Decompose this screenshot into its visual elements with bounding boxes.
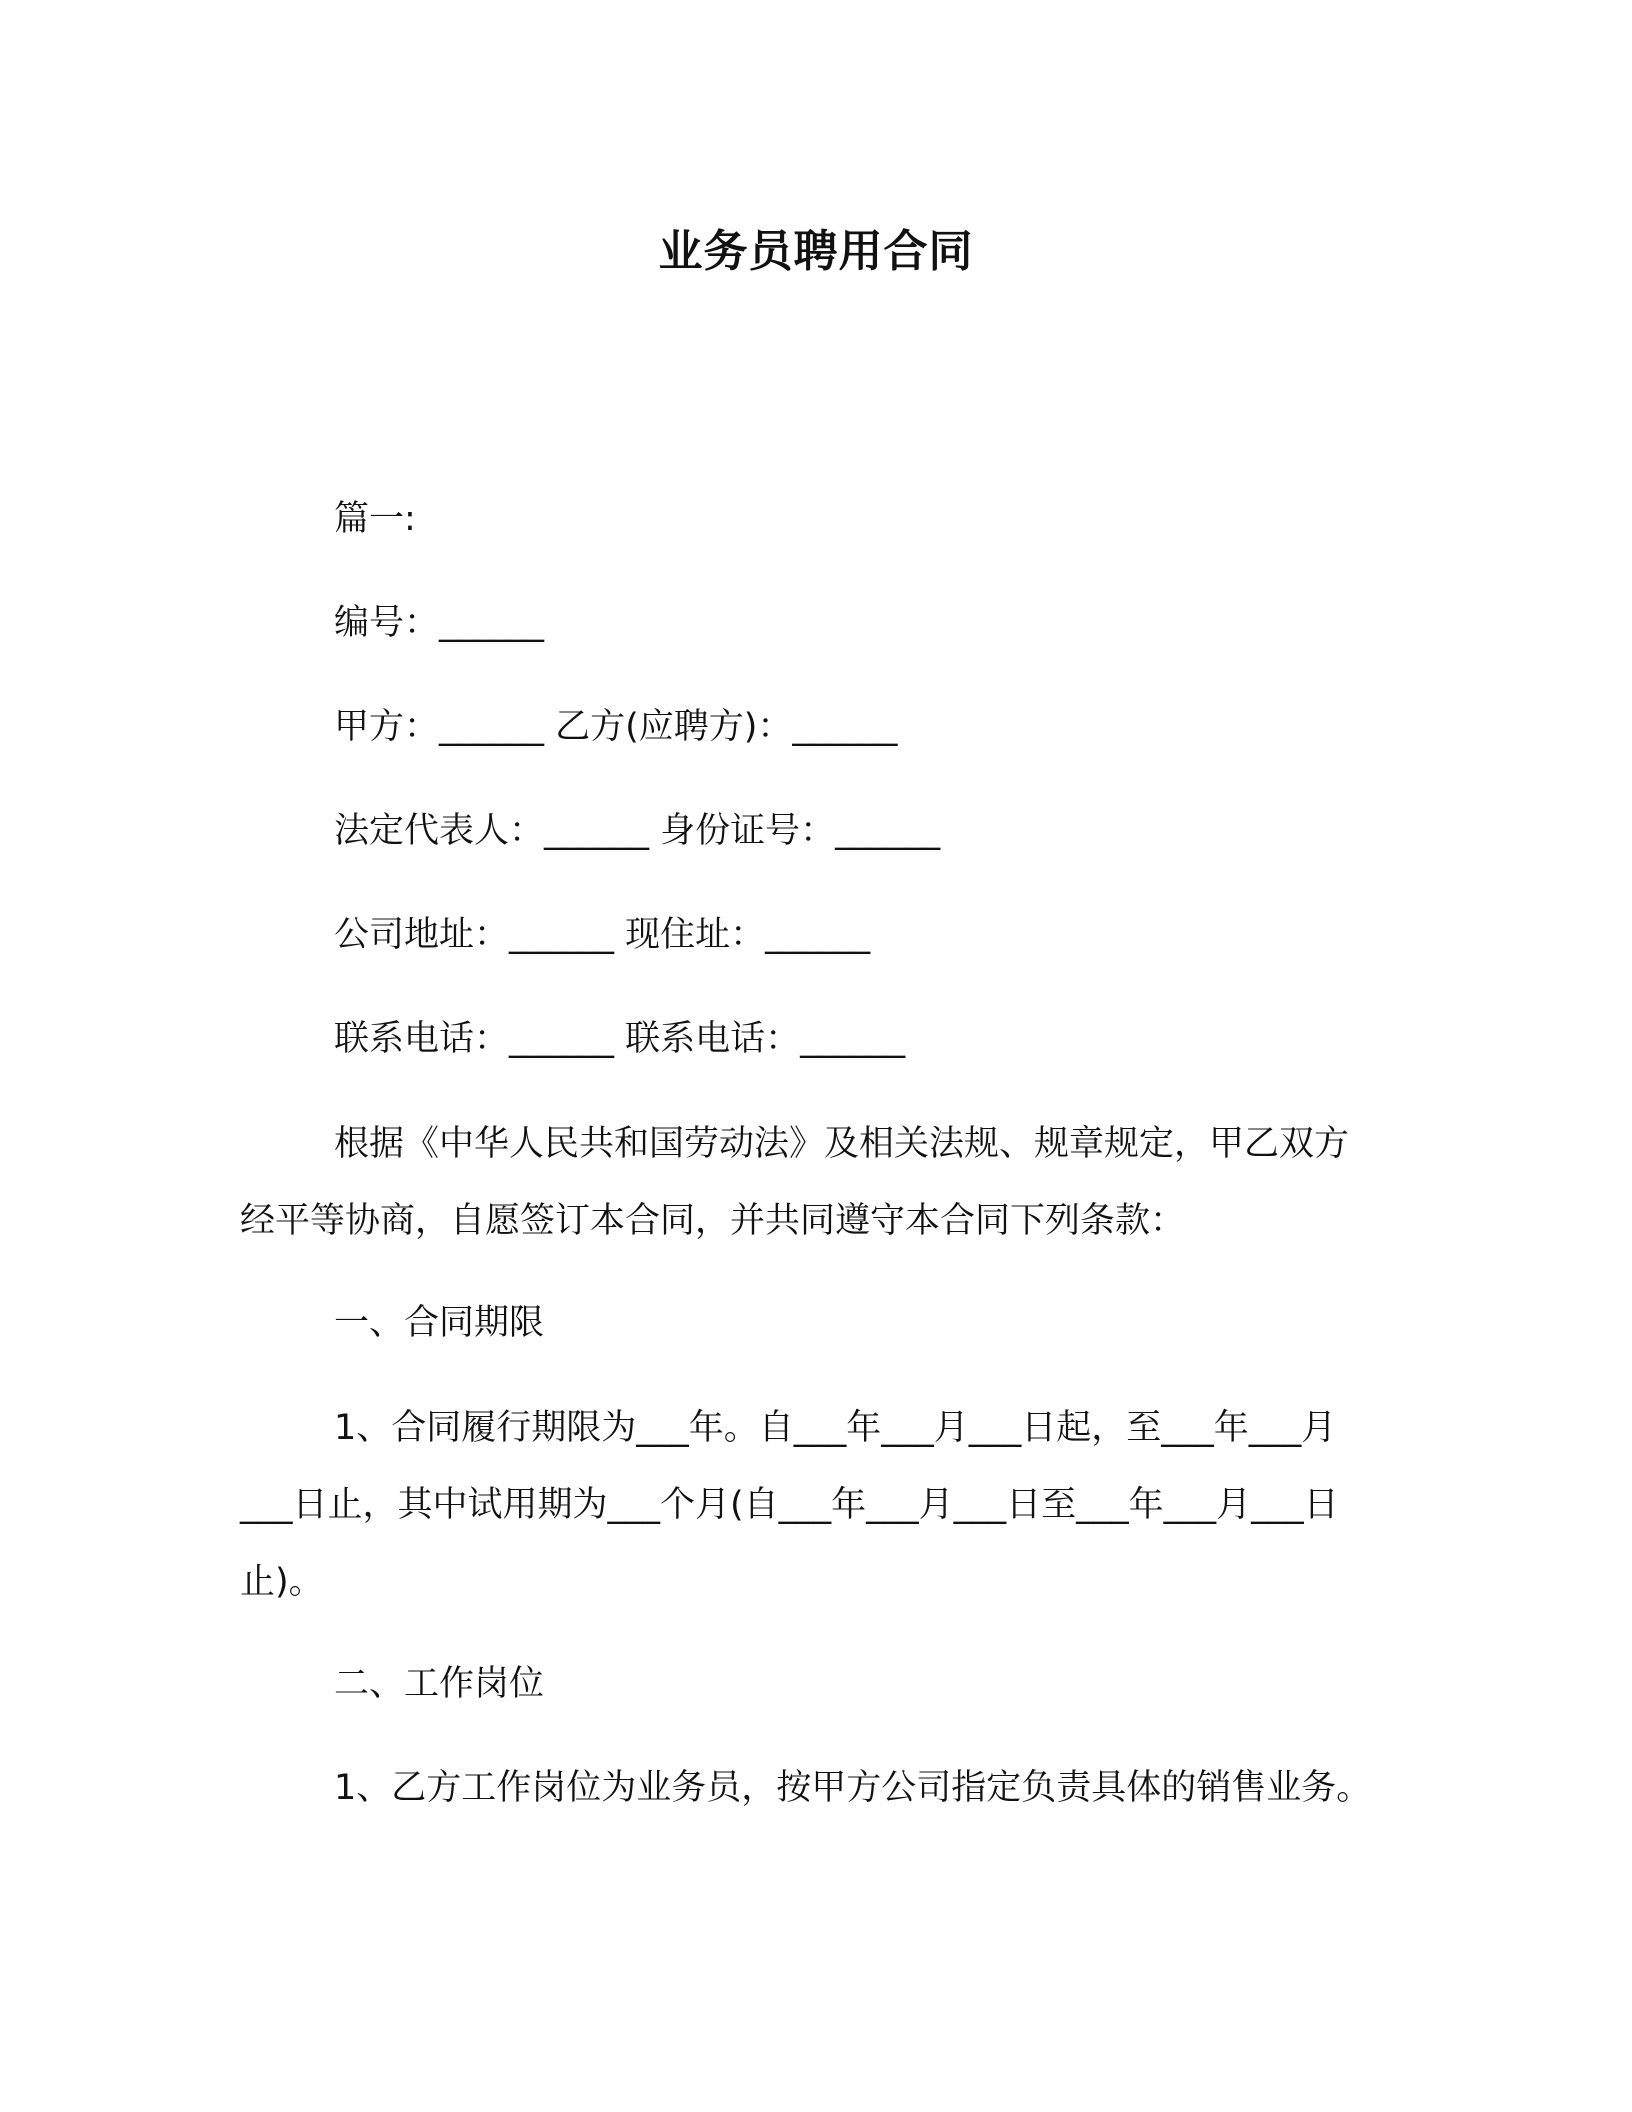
field-number: 编号：______ bbox=[334, 603, 545, 643]
field-phone: 联系电话：______ 联系电话：______ bbox=[334, 1019, 906, 1059]
field-address: 公司地址：______ 现住址：______ bbox=[334, 915, 871, 955]
preamble-paragraph: 根据《中华人民共和国劳动法》及相关法规、规章规定，甲乙双方经平等协商，自愿签订本合同，并共同遵守本合同下列条款： bbox=[240, 1124, 1350, 1241]
field-legal-rep-id: 法定代表人：______ 身份证号：______ bbox=[334, 811, 941, 851]
field-party-a-b: 甲方：______ 乙方(应聘方)：______ bbox=[334, 707, 898, 747]
document-title: 业务员聘用合同 bbox=[658, 226, 974, 277]
section2-clause1: 1、乙方工作岗位为业务员，按甲方公司指定负责具体的销售业务。 bbox=[334, 1768, 1372, 1808]
section2-heading: 二、工作岗位 bbox=[334, 1664, 545, 1704]
part-label: 篇一: bbox=[334, 499, 416, 539]
section1-heading: 一、合同期限 bbox=[334, 1303, 545, 1343]
section1-clause1: 1、合同履行期限为___年。自___年___月___日起，至___年___月___日止，其中试用期为___个月(自___年___月___日至___年___月___日止)。 bbox=[240, 1408, 1339, 1602]
